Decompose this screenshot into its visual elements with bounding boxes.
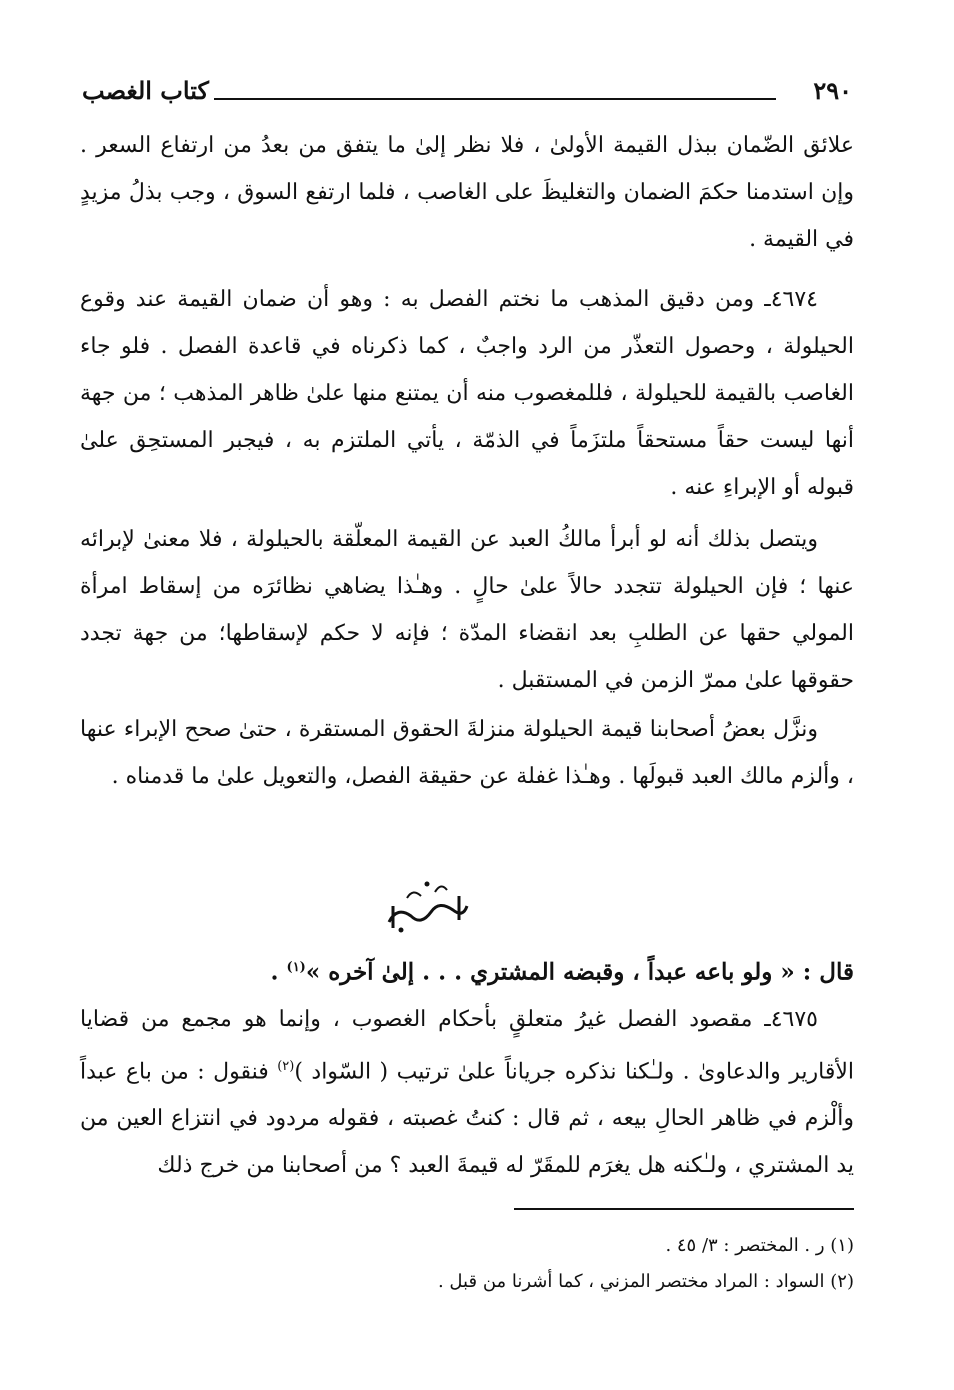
paragraph-text-main: ٤٦٧٥ـ مقصود الفصل غيرُ متعلقٍ بأحكام الغصوب ، وإنما هو مجمع من قضايا الأقارير والدعاوىٰ . ولـٰكنا نذكره جرياناً علىٰ ترتيب ( السّواد )	[80, 1007, 855, 1085]
footnote-2: (٢) السواد : المراد مختصر المزني ، كما أشرنا من قبل .	[437, 1271, 854, 1292]
paragraph-text	[80, 996, 854, 1189]
section-quote	[80, 946, 854, 995]
paragraph-4674	[80, 276, 854, 511]
fasl-ornament	[377, 876, 477, 940]
page-number: ٢٩٠	[813, 76, 852, 105]
footnote-ref-2: (٢)	[277, 1059, 295, 1074]
paragraph-text: ٤٦٧٤ـ ومن دقيق المذهب ما نختم الفصل به : وهو أن ضمان القيمة عند وقوع الحيلولة ، وحصول التعذّر من الرد واجبٌ ، كما ذكرناه في قاعدة الفصل . فلو جاء الغاصب بالقيمة للحيلولة ، فللمغصوب منه أن يمتنع منها علىٰ ظاهر المذهب ؛ من جهة أنها ليست حقاً مستحقاً ملتزَماً في الذمّة ، يأتي الملتزم به ، فيجبر المستحِق علىٰ قبوله أو الإبراءِ عنه .	[80, 287, 854, 500]
paragraph-4675	[80, 996, 854, 1189]
paragraph-text: ونزَّل بعضُ أصحابنا قيمة الحيلولة منزلةَ الحقوق المستقرة ، حتىٰ صحح الإبراء عنها ، وألزم مالك العبد قبولَها . وهـٰذا غفلة عن حقيقة الفصل، والتعويل علىٰ ما قدمناه .	[80, 717, 854, 789]
footnote-ref-1: (١)	[286, 960, 306, 975]
paragraph-text: ويتصل بذلك أنه لو أبرأ مالكُ العبد عن القيمة المعلّقة بالحيلولة ، فلا معنىٰ لإبرائه عنها ؛ فإن الحيلولة تتجدد حالاً علىٰ حالٍ . وهـٰذا يضاهي نظائرَه من إسقاط امرأة المولي حقها عن الطلبِ بعد انقضاء المدّة ؛ فإنه لا حكم لإسقاطها؛ من جهة تجدد حقوقها علىٰ ممرّ الزمن في المستقبل .	[80, 527, 854, 693]
footnote-rule	[514, 1208, 854, 1210]
paragraph-continuation	[80, 122, 854, 263]
page-header	[82, 70, 852, 110]
footnote-1: (١) ر . المختصر : ٣/ ٤٥ .	[665, 1235, 854, 1256]
header-rule	[214, 98, 776, 100]
paragraph-text: علائق الضّمان ببذل القيمة الأولىٰ ، فلا نظر إلىٰ ما يتفق من بعدُ من ارتفاع السعر . وإن استدمنا حكمَ الضمان والتغليظَ على الغاصب ، فلما ارتفع السوق ، وجب بذلُ مزيدٍ في القيمة .	[80, 133, 854, 252]
paragraph-tanzil	[80, 706, 854, 800]
footnotes	[80, 1228, 854, 1300]
running-title: كتاب الغصب	[82, 76, 209, 105]
paragraph-ibra	[80, 516, 854, 704]
quote-text: قال : « ولو باعه عبداً ، وقبضه المشتري . . . إلىٰ آخره »	[305, 958, 854, 986]
quote-end: .	[270, 958, 287, 986]
paragraph-text-rest: فنقول : من باع عبداً وألْزم في ظاهر الحالِ بيعه ، ثم قال : كنتُ غصبته ، فقوله مردود في انتزاع العين من يد المشتري ، ولـٰكنه هل يغرَم للمقَرّ له قيمةَ العبد ؟ من أصحابنا من خرج ذلك	[80, 1059, 854, 1179]
